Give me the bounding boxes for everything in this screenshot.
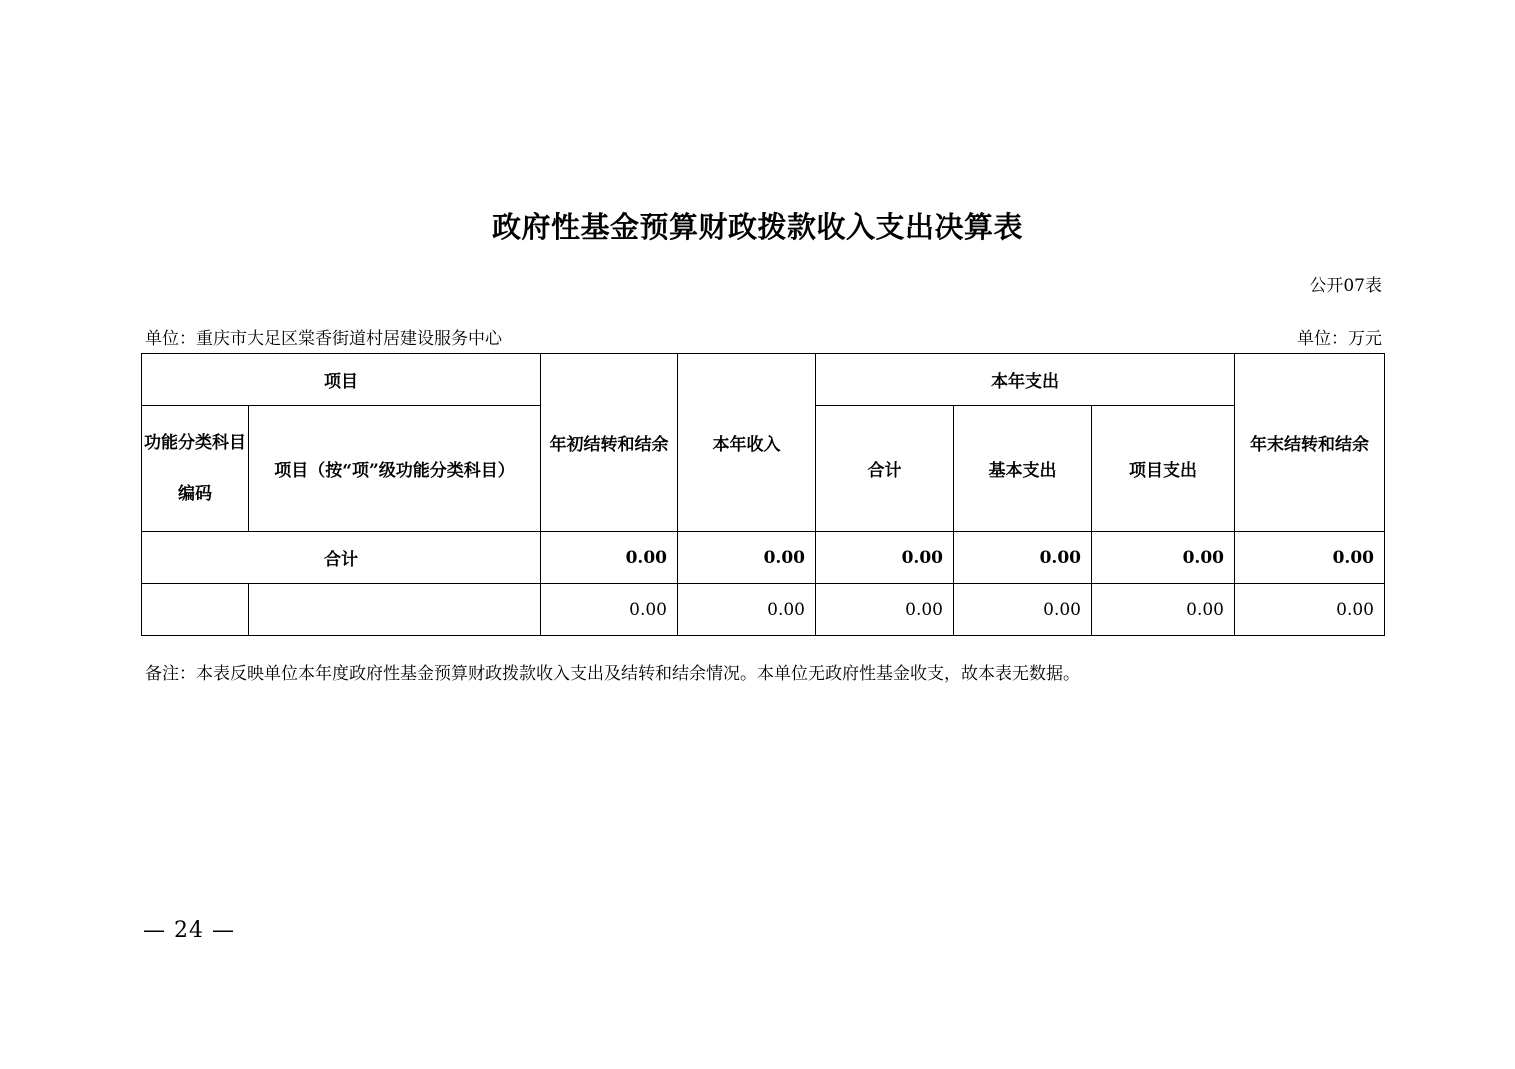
header-opening-balance: 年初结转和结余 (541, 354, 678, 532)
total-income: 0.00 (678, 532, 816, 584)
header-closing-balance: 年末结转和结余 (1235, 354, 1385, 532)
page-number: — 24 — (143, 918, 235, 943)
header-item: 项目 (142, 354, 541, 406)
header-expense-group: 本年支出 (816, 354, 1235, 406)
row-opening: 0.00 (541, 584, 678, 636)
table-note: 备注：本表反映单位本年度政府性基金预算财政拨款收入支出及结转和结余情况。本单位无政府性基金收支，故本表无数据。 (145, 664, 1080, 684)
table-number: 公开07表 (1309, 276, 1382, 296)
row-subtotal: 0.00 (816, 584, 954, 636)
header-function-code: 功能分类科目编码 (142, 406, 249, 532)
row-basic: 0.00 (954, 584, 1092, 636)
total-label: 合计 (142, 532, 541, 584)
total-project: 0.00 (1092, 532, 1235, 584)
page-title: 政府性基金预算财政拨款收入支出决算表 (491, 210, 1023, 244)
total-row (142, 532, 1385, 584)
row-name (249, 584, 541, 636)
total-opening: 0.00 (541, 532, 678, 584)
header-expense-subtotal: 合计 (816, 406, 954, 532)
unit-currency: 单位：万元 (1297, 329, 1382, 349)
header-basic-expense: 基本支出 (954, 406, 1092, 532)
total-subtotal: 0.00 (816, 532, 954, 584)
table-row (142, 584, 1385, 636)
header-item-name: 项目（按“项”级功能分类科目） (249, 406, 541, 532)
row-closing: 0.00 (1235, 584, 1385, 636)
total-closing: 0.00 (1235, 532, 1385, 584)
total-basic: 0.00 (954, 532, 1092, 584)
row-project: 0.00 (1092, 584, 1235, 636)
header-project-expense: 项目支出 (1092, 406, 1235, 532)
header-income: 本年收入 (678, 354, 816, 532)
budget-table (141, 353, 1385, 636)
row-income: 0.00 (678, 584, 816, 636)
row-code (142, 584, 249, 636)
unit-organization: 单位：重庆市大足区棠香街道村居建设服务中心 (145, 329, 502, 349)
